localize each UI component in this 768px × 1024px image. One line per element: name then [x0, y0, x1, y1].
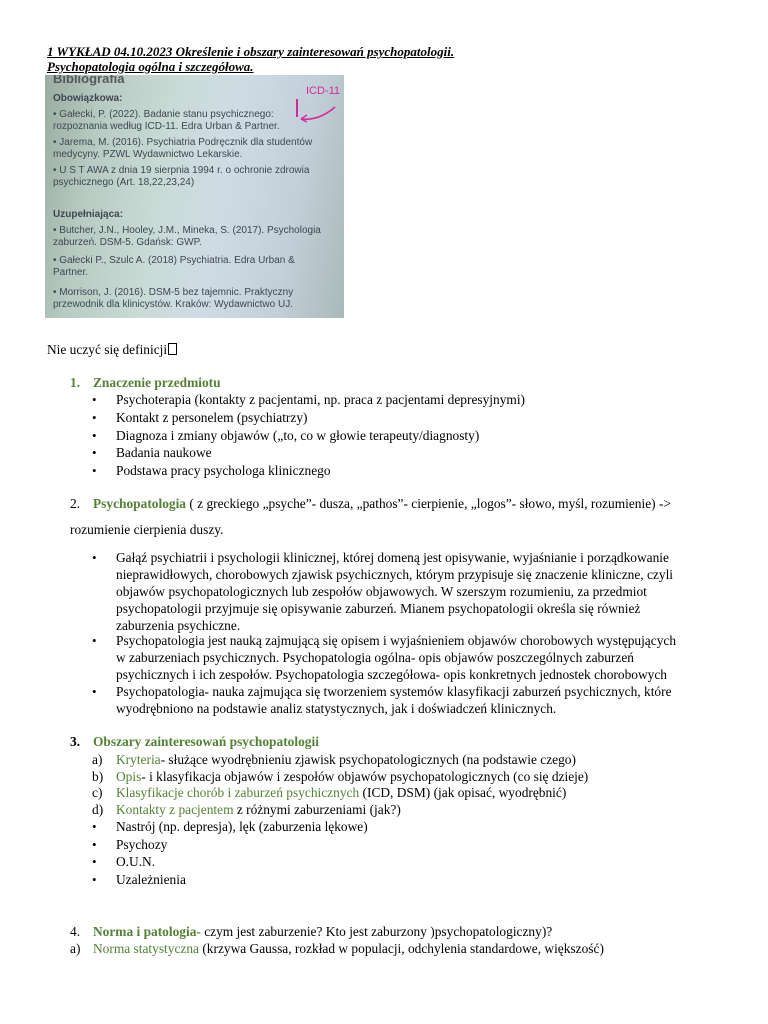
paragraph-item: • Psychopatologia jest nauką zajmującą się opisem i wyjaśnieniem objawów chorobowych występujących w zaburzeniach psychicznych. Psychopatologia ogólna- opis objawów poszczególnych zaburzeń psychicznych i ich zespołów. Psychopatologia szczegółowa- opis konkretnych jednostek chorobowych [116, 632, 676, 683]
section-4-rest: czym jest zaburzenie? Kto jest zaburzony )psychopatologiczny)? [200, 924, 553, 939]
supplementary-line: • Butcher, J.N., Hooley, J.M., Mineka, S. (2017). Psychologia [53, 225, 321, 236]
required-heading: Obowiązkowa: [53, 93, 123, 104]
required-line: rozpoznania według ICD-11. Edra Urban & Partner. [53, 121, 280, 132]
study-note: Nie uczyć się definicji [47, 341, 177, 358]
section-2-title: Psychopatologia [93, 496, 186, 511]
lecture-header [47, 44, 454, 74]
required-line: medycyny. PZWL Wydawnictwo Lekarskie. [53, 149, 243, 160]
list-item: • Kontakt z personelem (psychiatrzy) [116, 409, 308, 426]
section-2-number: 2. [70, 496, 81, 511]
section-2-intro-cont: rozumienie cierpienia duszy. [70, 522, 224, 537]
section-4-heading [93, 923, 552, 940]
list-item: • Psychoterapia (kontakty z pacjentami, np. praca z pacjentami depresyjnymi) [116, 391, 525, 408]
required-line: • U S T AWA z dnia 19 sierpnia 1994 r. o ochronie zdrowia [53, 165, 310, 176]
required-line: psychicznego (Art. 18,22,23,24) [53, 177, 195, 188]
list-item: • Uzależnienia [116, 871, 186, 888]
list-item: • Nastrój (np. depresja), lęk (zaburzenia lękowe) [116, 818, 368, 835]
section-1-title: Znaczenie przedmiotu [93, 375, 221, 390]
list-item: • Badania naukowe [116, 444, 212, 461]
section-3-number: 3. [70, 734, 81, 749]
required-line: • Gałecki, P. (2022). Badanie stanu psychicznego: [53, 109, 274, 120]
document-page: 1 WYKŁAD 04.10.2023 Określenie i obszary zainteresowań psychopatologii. Psychopatologia ogólna i szczegółowa. Bibliografia ICD-11 Obowiązkowa: • Gałecki, P. (2022). Badanie stanu psychicznego: rozpoznania według ICD-11. Edra Urban & Partner. • Jarema, M. (2016). Psychiatria Podręcznik dla studentów medycyny. PZWL Wydawnictwo Lekarskie. • U S T AWA z dnia 19 sierpnia 1994 r. o ochronie zdrowia psychicznego (Art. 18,22,23,24) Uzupełniająca: • Butcher, J.N., Hooley, J.M., Mineka, S. (2017). Psychologia zaburzeń. DSM-5. Gdańsk: GWP. • Gałecki P., Szulc A. (2018) Psychiatria. Edra Urban & Partner. • Morrison, J. (2016). DSM-5 bez tajemnic. Praktyczny przewodnik dla klinicystów. Kraków: Wydawnictwo UJ. Nie uczyć się definicji 1. Znaczenie przedmiotu • Psychoterapia (kontakty z pacjentami, np. praca z pacjentami depresyjnymi) • Kontakt z personelem (psychiatrzy) • Diagnoza i zmiany objawów („to, co w głowie terapeuty/diagnosty) • Badania naukowe • Podstawa pracy psychologa klinicznego 2. Psychopatologia ( z greckiego „psyche”- dusza, „pathos”- cierpienie, „logos”- słowo, myśl, rozumienie) -> rozumienie cierpienia duszy. • Gałąź psychiatrii i psychologii klinicznej, której domeną jest opisywanie, wyjaśnianie i porządkowanie nieprawidłowych, chorobowych zjawisk psychicznych, którym przypisuje się znaczenie kliniczne, czyli objawów psychopatologicznych lub zespołów objawowych. W szerszym rozumieniu, za przedmiot psychopatologii przyjmuje się opisywanie zaburzeń. Mianem psychopatologii określa się również zaburzenia psychiczne. • Psychopatologia jest nauką zajmującą się opisem i wyjaśnieniem objawów chorobowych występujących w zaburzeniach psychicznych. Psychopatologia ogólna- opis objawów poszczególnych zaburzeń psychicznych i ich zespołów. Psychopatologia szczegółowa- opis konkretnych jednostek chorobowych • Psychopatologia- nauka zajmująca się tworzeniem systemów klasyfikacji zaburzeń psychicznych, które wyodrębniono na podstawie analiz statystycznych, jak i doświadczeń klinicznych. 3. Obszary zainteresowań psychopatologii a) Kryteria- służące wyodrębnieniu zjawisk psychopatologicznych (na podstawie czego) b) Opis- i klasyfikacja objawów i zespołów objawów psychopatologicznych (co się dzieje) c) Klasyfikacje chorób i zaburzeń psychicznych (ICD, DSM) (jak opisać, wyodrębnić) d) Kontakty z pacjentem z różnymi zaburzeniami (jak?) • Nastrój (np. depresja), lęk (zaburzenia lękowe) • Psychozy • O.U.N. • Uzależnienia 4. Norma i patologia- czym jest zaburzenie? Kto jest zaburzony )psychopatologiczny)? a) Norma statystyczna (krzywa Gaussa, rozkład w populacji, odchylenia standardowe, większość) [0, 0, 768, 1024]
supplementary-line: • Morrison, J. (2016). DSM-5 bez tajemnic. Praktyczny [53, 287, 294, 298]
section-4-title: Norma i patologia- [93, 924, 201, 939]
list-item: • O.U.N. [116, 853, 155, 870]
paragraph-item: • Psychopatologia- nauka zajmująca się tworzeniem systemów klasyfikacji zaburzeń psychicznych, które wyodrębniono na podstawie analiz statystycznych, jak i doświadczeń klinicznych. [116, 683, 672, 717]
list-item: • Psychozy [116, 836, 167, 853]
list-item: • Podstawa pracy psychologa klinicznego [116, 462, 331, 479]
supplementary-line: zaburzeń. DSM-5. Gdańsk: GWP. [53, 237, 202, 248]
missing-glyph-icon [168, 343, 177, 355]
section-3-title: Obszary zainteresowań psychopatologii [93, 734, 319, 749]
section-4-number: 4. [70, 924, 81, 939]
paragraph-item: • Gałąź psychiatrii i psychologii klinicznej, której domeną jest opisywanie, wyjaśnianie i porządkowanie nieprawidłowych, chorobowych zjawisk psychicznych, którym przypisuje się znaczenie kliniczne, czyli objawów psychopatologicznych lub zespołów objawowych. W szerszym rozumieniu, za przedmiot psychopatologii przyjmuje się opisywanie zaburzeń. Mianem psychopatologii określa się również zaburzenia psychiczne. [116, 549, 673, 634]
handwritten-annotation: ICD-11 [306, 85, 341, 97]
supplementary-line: przewodnik dla klinicystów. Kraków: Wydawnictwo UJ. [53, 299, 293, 310]
section-2-intro: ( z greckiego „psyche”- dusza, „pathos”- cierpienie, „logos”- słowo, myśl, rozumienie) -> [186, 496, 671, 511]
photo-title: Bibliografia [53, 75, 125, 86]
handwritten-arrow-icon [293, 95, 341, 125]
bibliography-photo [45, 75, 344, 318]
header-line-1: 1 WYKŁAD 04.10.2023 Określenie i obszary zainteresowań psychopatologii. [47, 44, 455, 59]
supplementary-line: • Gałecki P., Szulc A. (2018) Psychiatria. Edra Urban & [53, 255, 295, 266]
list-item: • Diagnoza i zmiany objawów („to, co w głowie terapeuty/diagnosty) [116, 427, 479, 444]
section-1-number: 1. [70, 375, 81, 390]
header-line-2: Psychopatologia ogólna i szczegółowa. [47, 59, 254, 74]
supplementary-heading: Uzupełniająca: [53, 209, 124, 220]
supplementary-line: Partner. [53, 267, 89, 278]
required-line: • Jarema, M. (2016). Psychiatria Podręcznik dla studentów [53, 137, 313, 148]
section-2-heading [93, 495, 671, 512]
